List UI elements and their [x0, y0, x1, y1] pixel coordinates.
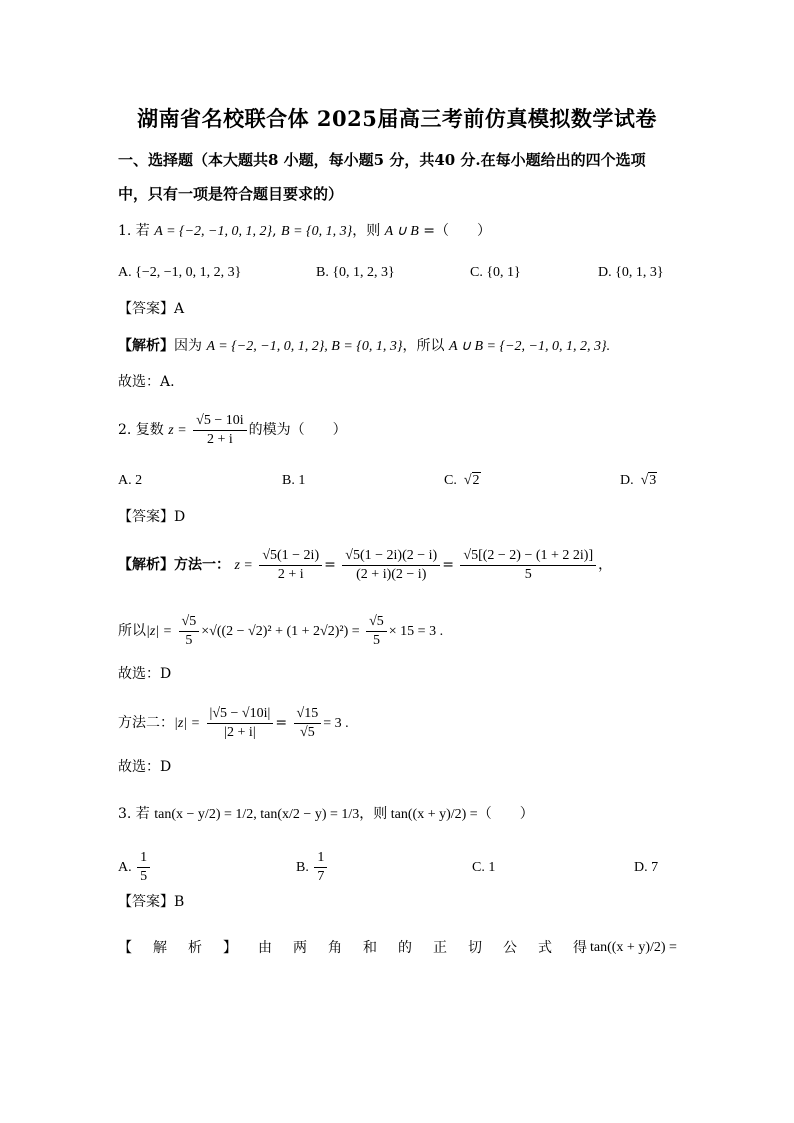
q3-stem-prefix: 3. 若: [118, 806, 150, 822]
q1-stem: 1. 若 A = {−2, −1, 0, 1, 2}, B = {0, 1, 3}，则 A ∪ B =（ ）: [118, 223, 491, 239]
q2-m2-num: |√5 − √10i|: [207, 705, 274, 724]
q3-option-b-den: 7: [317, 869, 325, 885]
q2-so-mid: ×√((2 − √2)² + (1 + 2√2)²) =: [201, 624, 360, 639]
section-header-line2: 中，只有一项是符合题目要求的）: [118, 185, 344, 203]
q2-so-frac2-den: 5: [372, 632, 380, 648]
q3-analysis-tail: tan((x + y)/2) =: [590, 940, 677, 955]
q2-m1-frac1-den: 2 + i: [277, 566, 304, 582]
q3-stem: [118, 792, 534, 836]
q2-so-frac2-num: 5: [376, 613, 384, 629]
q2-so-frac-den: 5: [185, 632, 193, 648]
q2-method2-expr: |z| =: [174, 716, 201, 731]
q3-option-a-frac: [137, 849, 150, 886]
q2-frac-num: 5 − 10i: [203, 412, 244, 428]
q2-m2-frac1: [207, 705, 274, 742]
page-title: 湖南省名校联合体 2025届高三考前仿真模拟数学试卷: [137, 106, 657, 131]
q2-m1-frac2-den: (2 + i)(2 − i): [356, 566, 427, 582]
q3-option-b: [296, 848, 329, 888]
q2-method2: 方法二：|z| = $\frac{|√5 - √10i|}{|2 + i|}$ = $\frac{√15}{√5}$ = 3 .: [118, 705, 349, 740]
q3-option-b-label: B.: [296, 860, 309, 875]
q1-analysis-result: A ∪ B = {−2, −1, 0, 1, 2, 3}.: [448, 339, 611, 354]
q2-so-frac2: $\frac{√5}{5}$: [366, 613, 387, 650]
q3-option-b-frac: [314, 849, 327, 886]
q1-conclusion: 故选：A.: [118, 374, 175, 390]
q2-so-line: [118, 608, 443, 654]
q3-option-a: [118, 848, 152, 888]
q3-answer: 【答案】B: [118, 894, 185, 910]
q2-m2-frac2: $\frac{√15}{√5}$: [294, 705, 322, 742]
q1-option-a: A. {−2, −1, 0, 1, 2, 3}: [118, 265, 242, 280]
q1-analysis: [118, 336, 610, 357]
q2-so-expr: |z| =: [146, 624, 173, 639]
q1-analysis-mid: ，所以: [402, 338, 445, 354]
q2-conclusion2: 故选：D: [118, 759, 172, 775]
q2-stem-suffix: 的模为（ ）: [248, 422, 347, 438]
q2-m1-frac1: $\frac{√5(1 - 2i)}{2 + i}$: [259, 547, 322, 584]
q1-stem-mid: ，则: [352, 223, 381, 239]
q1-answer: 【答案】A: [118, 301, 185, 317]
q1-set-b: B = {0, 1, 3}: [281, 224, 353, 239]
q1-union: A ∪ B: [384, 224, 419, 239]
q3-option-c: C. 1: [472, 860, 496, 875]
q2-m1-frac2-num: 5(1 − 2i)(2 − i): [352, 547, 438, 563]
q2-answer: 【答案】D: [118, 509, 186, 525]
q2-m2-end: = 3 .: [323, 716, 349, 731]
q2-option-c: C. √2: [444, 473, 480, 488]
q2-conclusion1: 故选：D: [118, 666, 172, 682]
q2-option-a: A. 2: [118, 473, 143, 488]
q2-m1-frac3-num: 5[(2 − 2) − (1 + 2 2i)]: [471, 547, 594, 563]
q2-method1-z: z =: [234, 558, 253, 573]
q2-method1: 【解析】方法一： z = $\frac{√5(1 - 2i)}{2 + i}$ = $\frac{√5(1 - 2i)(2 - i)}{(2 + i)(2 - i)}$ = $\frac{√5[(2 - 2) - (1 + 2 2i)]}{5}$ ，: [118, 547, 613, 582]
q1-analysis-label: 【解析】: [118, 338, 174, 354]
q2-m2-frac-num: 15: [304, 705, 319, 721]
q2-m2-frac-den: 5: [307, 724, 315, 740]
q1-option-b: B. {0, 1, 2, 3}: [316, 265, 395, 280]
q2-so-frac: $\frac{√5}{5}$: [179, 613, 200, 650]
q3-stem-text: tan(x − y/2) = 1/2, tan(x/2 − y) = 1/3，则 tan((x + y)/2) =（ ）: [154, 807, 534, 822]
q1-set-a: A = {−2, −1, 0, 1, 2}: [154, 224, 273, 239]
q3-option-b-num: 1: [314, 849, 327, 868]
q3-option-a-label: A.: [118, 860, 132, 875]
q2-m1-frac2: $\frac{√5(1 - 2i)(2 - i)}{(2 + i)(2 - i)}$: [342, 547, 440, 584]
q2-fraction: $\frac{√5 - 10i}{2 + i}$: [193, 412, 246, 449]
q2-method1-label: 【解析】方法一：: [118, 557, 230, 573]
q2-z-eq: z =: [168, 423, 187, 438]
q3-analysis: 【解析】由两角和的正切公式得: [118, 940, 608, 956]
q3-option-a-den: 5: [140, 869, 148, 885]
q2-method2-label: 方法二：: [118, 715, 174, 731]
q2-so-label: 所以: [118, 623, 146, 639]
q1-stem-prefix: 1. 若: [118, 223, 150, 239]
q1-analysis-expr: A = {−2, −1, 0, 1, 2}, B = {0, 1, 3}: [206, 339, 403, 354]
section-header-line1: 一、选择题（本大题共8 小题，每小题5 分，共40 分.在每小题给出的四个选项: [118, 151, 646, 169]
q3-option-d: D. 7: [634, 860, 659, 875]
q1-option-d: D. {0, 1, 3}: [598, 265, 664, 280]
q2-m1-frac1-num: 5(1 − 2i): [270, 547, 320, 563]
q2-so-end: × 15 = 3 .: [388, 624, 444, 639]
q2-m1-frac3: $\frac{√5[(2 - 2) - (1 + 2 2i)]}{5}$: [460, 547, 596, 584]
q1-analysis-text: 因为: [174, 338, 202, 354]
q2-frac-den: 2 + i: [206, 431, 233, 447]
q2-m2-den: |2 + i|: [224, 724, 256, 740]
q2-so-frac-num: 5: [189, 613, 197, 629]
q2-option-d: D. √3: [620, 473, 657, 488]
q1-stem-suffix: =（ ）: [423, 223, 491, 239]
q1-option-c: C. {0, 1}: [470, 265, 521, 280]
q2-stem-prefix: 2. 复数: [118, 422, 164, 438]
q2-option-b: B. 1: [282, 473, 306, 488]
q2-m1-frac3-den: 5: [524, 566, 532, 582]
q2-stem: [118, 410, 347, 450]
q2-m1-tail: ，: [598, 557, 613, 573]
q3-option-a-num: 1: [137, 849, 150, 868]
